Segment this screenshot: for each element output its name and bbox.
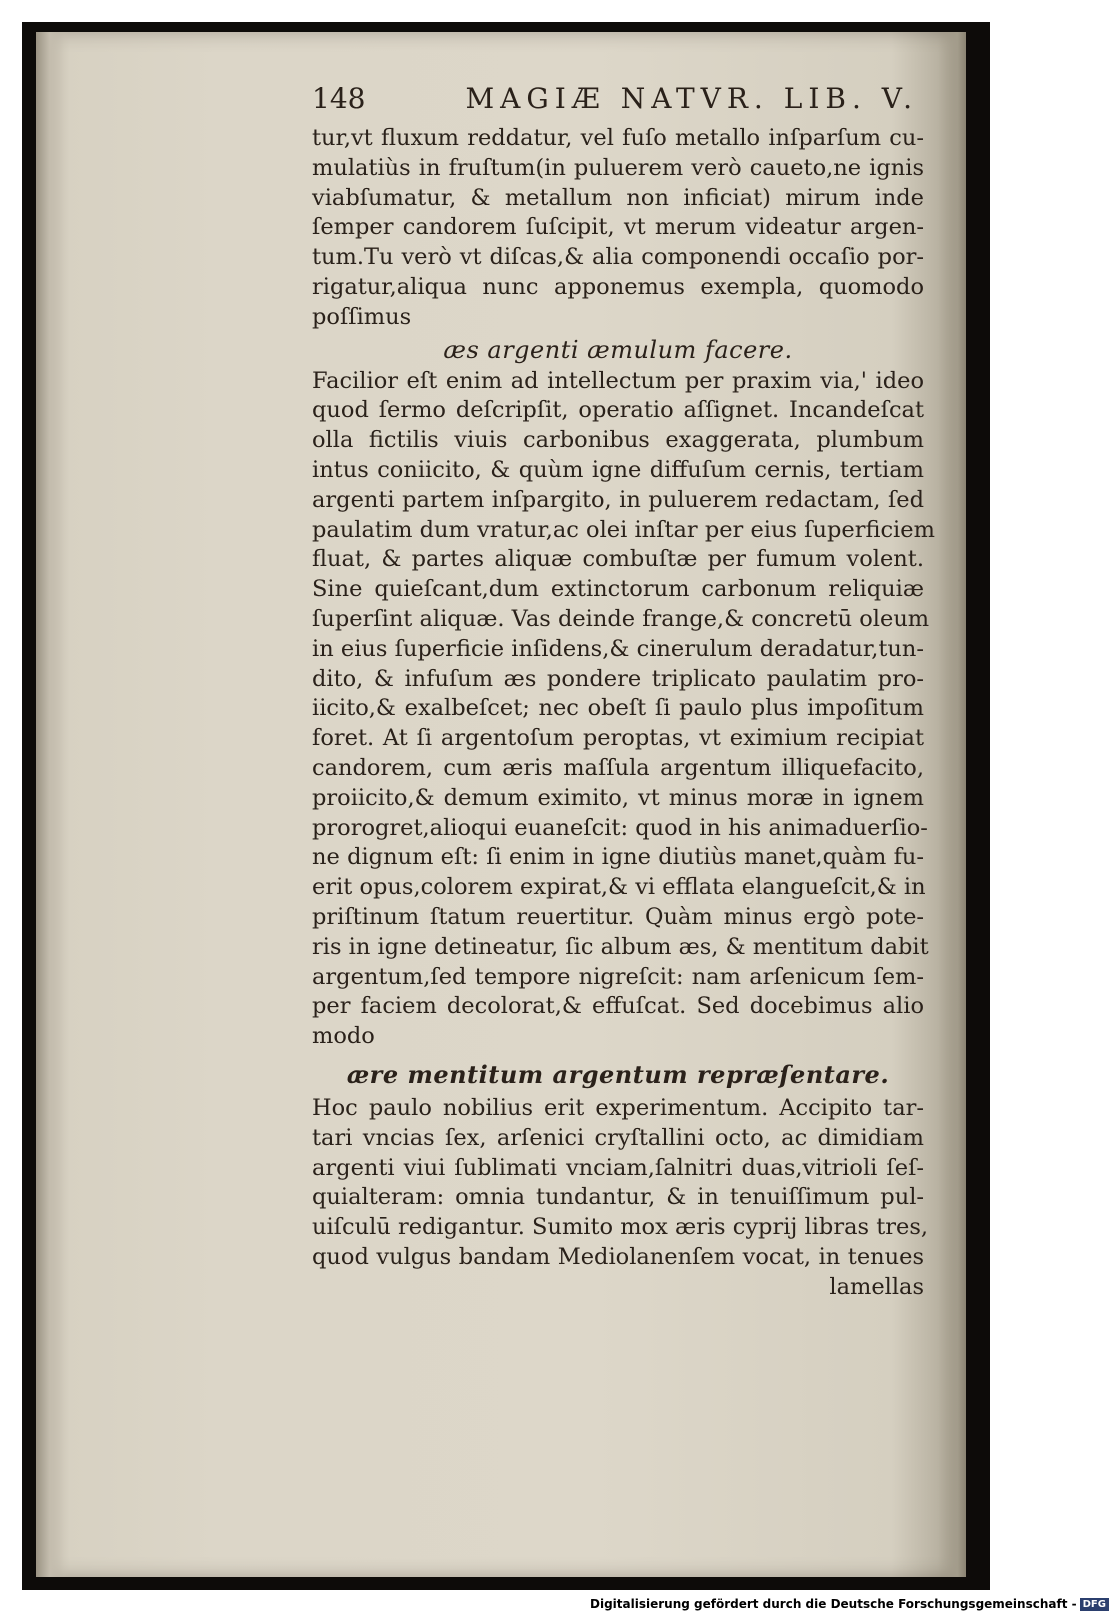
text-line: quialteram: omnia tundantur, & in tenuiſſimum pul- (312, 1184, 924, 1211)
text-line: iicito,& exalbeſcet; nec obeſt ſi paulo plus impoſitum (312, 695, 924, 722)
text-line: viabſumatur, & metallum non inficiat) mirum inde (312, 184, 924, 211)
paragraph-2 (312, 367, 935, 1052)
text-line: Sine quieſcant,dum extinctorum carbonum reliquiæ (312, 576, 924, 603)
paragraph-1 (312, 124, 924, 333)
text-line: fluat, & partes aliquæ combuſtæ per fumum volent. (312, 546, 924, 573)
text-line: quod vulgus bandam Mediolanenſem vocat, in tenues (312, 1243, 924, 1270)
text-line: dito, & infuſum æs pondere triplicato paulatim pro- (312, 665, 924, 692)
text-line: ne dignum eſt: ſi enim in igne diutiùs manet,quàm fu- (312, 844, 924, 871)
text-line: Hoc paulo nobilius erit experimentum. Accipito tar- (312, 1094, 924, 1121)
text-line: mulatiùs in fruſtum(in puluerem verò caueto,ne ignis (312, 154, 924, 181)
text-line: prorogret,alioqui euaneſcit: quod in his animaduerſio- (312, 814, 928, 841)
page-text (312, 82, 935, 1302)
text-line: quod ſermo deſcripſit, operatio aſſignet. Incandeſcat (312, 397, 924, 424)
text-line: tur,vt fluxum reddatur, vel fuſo metallo inſparſum cu- (312, 125, 924, 151)
section-heading-1: æs argenti æmulum facere. (443, 335, 793, 364)
section-heading-2: ære mentitum argentum repræſentare. (346, 1059, 890, 1089)
text-line: in eius ſuperficie inſidens,& cinerulum deradatur,tun- (312, 635, 924, 662)
text-line: uiſculū redigantur. Sumito mox æris cyprij libras tres, (312, 1214, 929, 1241)
dfg-logo: DFG (1080, 1598, 1109, 1611)
page-number: 148 (312, 82, 366, 115)
text-line: erit opus,colorem expirat,& vi efflata elangueſcit,& in (312, 874, 926, 901)
credit-text: Digitalisierung gefördert durch die Deutsche Forschungsgemeinschaft - (590, 1597, 1077, 1611)
text-line: ſuperſint aliquæ. Vas deinde frange,& concretū oleum (312, 605, 930, 632)
text-line: proiicito,& demum eximito, vt minus moræ in ignem (312, 784, 924, 811)
text-line: olla fictilis viuis carbonibus exaggerata, plumbum (312, 427, 924, 454)
text-line: ris in igne detineatur, ſic album æs, & mentitum dabit (312, 933, 929, 960)
text-line: Facilior eſt enim ad intellectum per praxim via,' ideo (312, 367, 924, 394)
page-gutter-shadow (36, 32, 70, 1577)
text-line: poſſimus (312, 303, 412, 330)
text-line: argenti viui ſublimati vnciam,ſalnitri duas,vitrioli ſeſ- (312, 1154, 924, 1181)
text-line: tum.Tu verò vt diſcas,& alia componendi occaſio por- (312, 244, 924, 271)
text-line: intus coniicito, & quùm igne diffuſum cernis, tertiam (312, 456, 924, 483)
catchword: lamellas (829, 1273, 924, 1300)
text-line: foret. At ſi argentoſum peroptas, vt eximium recipiat (312, 725, 924, 752)
text-line: rigatur,aliqua nunc apponemus exempla, quomodo (312, 273, 924, 300)
text-line: per faciem decolorat,& effuſcat. Sed docebimus alio (312, 993, 924, 1020)
text-line: argentum,ſed tempore nigreſcit: nam arſenicum ſem- (312, 963, 924, 990)
running-header (312, 82, 924, 122)
text-line: paulatim dum vratur,ac olei inſtar per eius ſuperficiem (312, 516, 935, 543)
page-fore-edge (938, 32, 966, 1577)
digitization-credit (590, 1597, 1106, 1615)
paragraph-3 (312, 1094, 929, 1273)
text-line: modo (312, 1023, 375, 1050)
text-line: argenti partem inſpargito, in puluerem redactam, ſed (312, 486, 924, 513)
text-line: candorem, cum æris maſſula argentum illiquefacito, (312, 754, 924, 781)
running-title: MAGIÆ NATVR. LIB. V. (465, 82, 918, 115)
text-line: tari vncias ſex, arſenici cryſtallini octo, ac dimidiam (312, 1124, 924, 1151)
text-line: ſemper candorem ſuſcipit, vt merum videatur argen- (312, 214, 924, 241)
text-line: priſtinum ſtatum reuertitur. Quàm minus ergò pote- (312, 903, 924, 930)
